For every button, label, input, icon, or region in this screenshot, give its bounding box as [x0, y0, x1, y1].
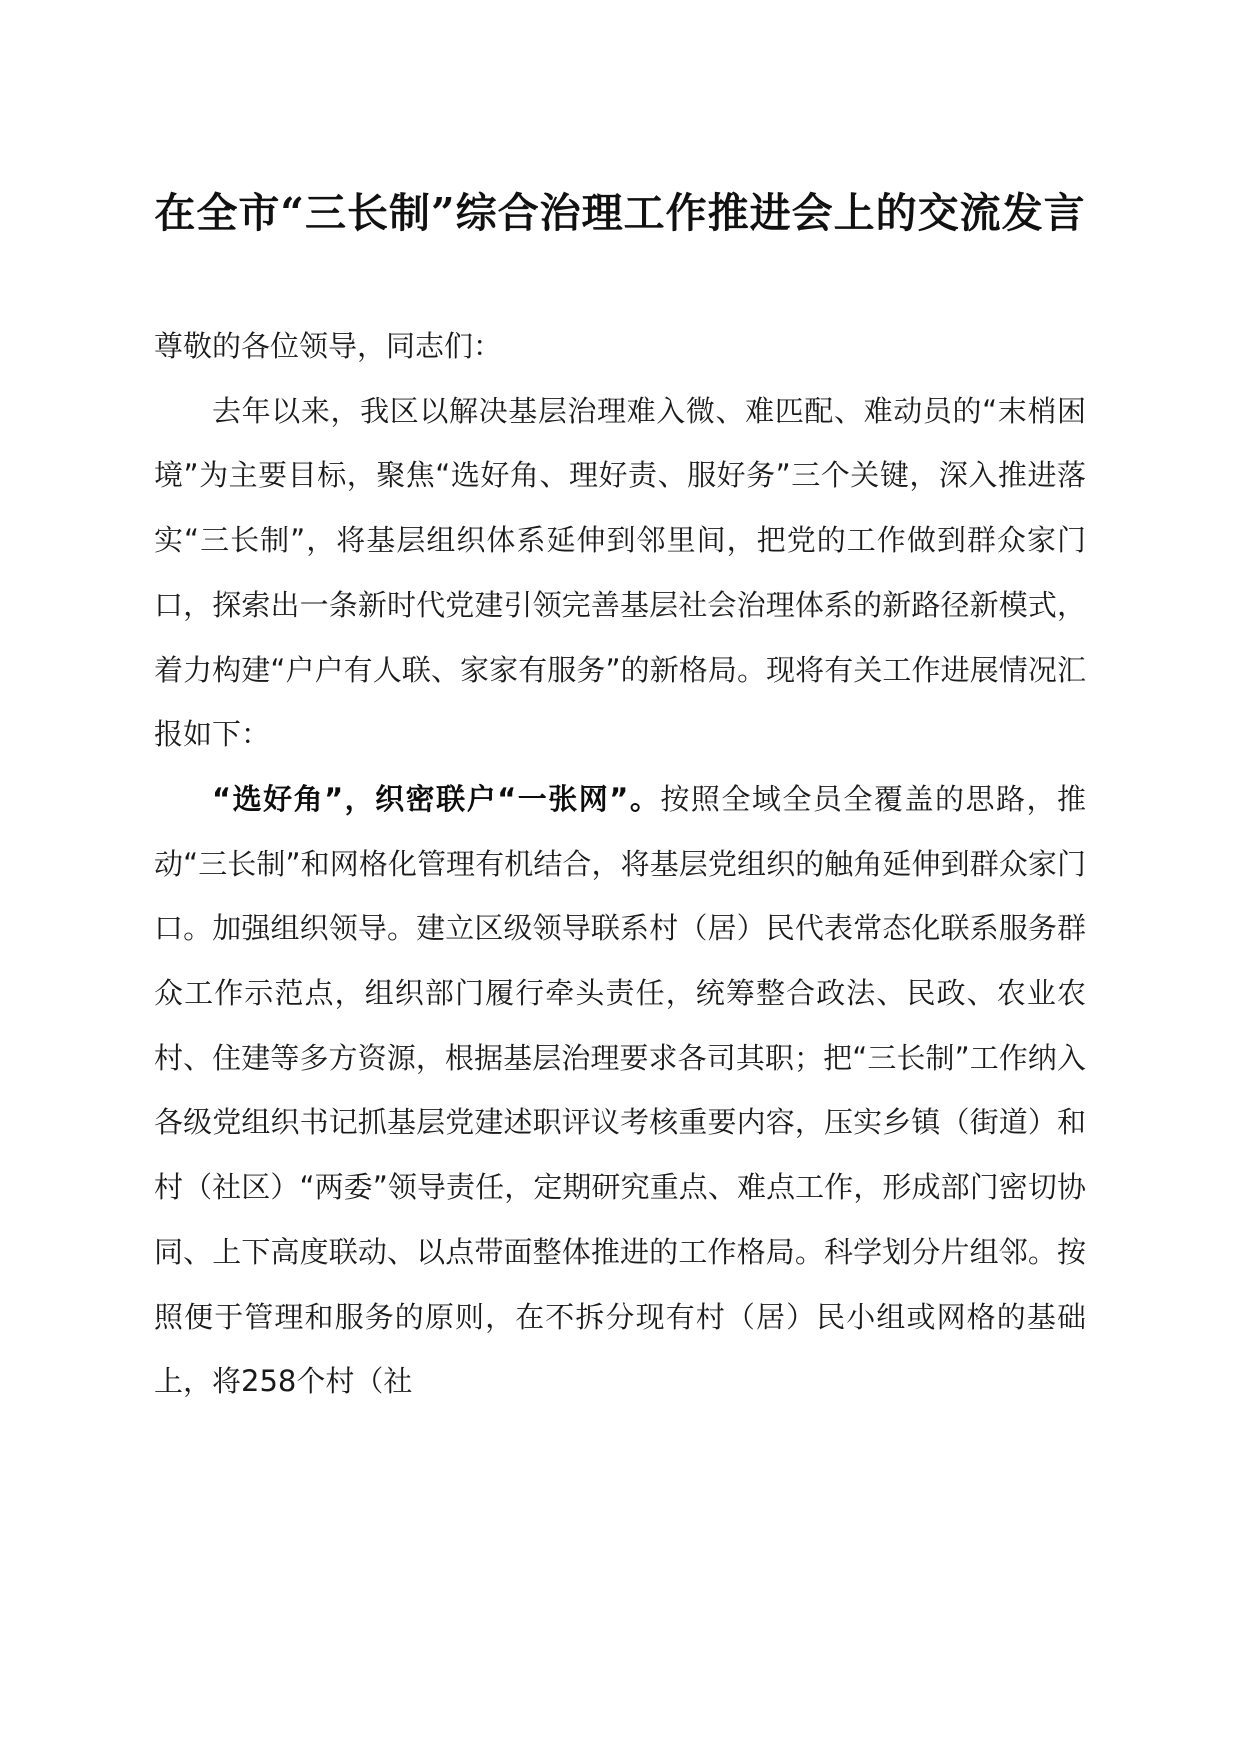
section-one-text: 按照全域全员全覆盖的思路，推动“三长制”和网格化管理有机结合，将基层党组织的触角延伸到群众家门口。加强组织领导。建立区级领导联系村（居）民代表常态化联系服务群众工作示范点，组织部门履行牵头责任，统筹整合政法、民政、农业农村、住建等多方资源，根据基层治理要求各司其职；把“三长制”工作纳入各级党组织书记抓基层党建述职评议考核重要内容，压实乡镇（街道）和村（社区）“两委”领导责任，定期研究重点、难点工作，形成部门密切协同、上下高度联动、以点带面整体推进的工作格局。科学划分片组邻。按照便于管理和服务的原则，在不拆分现有村（居）民小组或网格的基础上，将258个村（社 — [154, 781, 1086, 1399]
document-body — [154, 314, 1086, 1414]
salutation: 尊敬的各位领导，同志们： — [154, 329, 503, 363]
document-title: 在全市“三长制”综合治理工作推进会上的交流发言 — [154, 189, 1086, 237]
section-one-heading: “选好角”，织密联户“一张网”。 — [212, 781, 661, 816]
intro-paragraph: 去年以来，我区以解决基层治理难入微、难匹配、难动员的“末梢困境”为主要目标，聚焦“选好角、理好责、服好务”三个关键，深入推进落实“三长制”，将基层组织体系延伸到邻里间，把党的工作做到群众家门口，探索出一条新时代党建引领完善基层社会治理体系的新路径新模式，着力构建“户户有人联、家家有服务”的新格局。现将有关工作进展情况汇报如下： — [154, 393, 1086, 752]
section-one-paragraph — [154, 767, 1086, 1414]
